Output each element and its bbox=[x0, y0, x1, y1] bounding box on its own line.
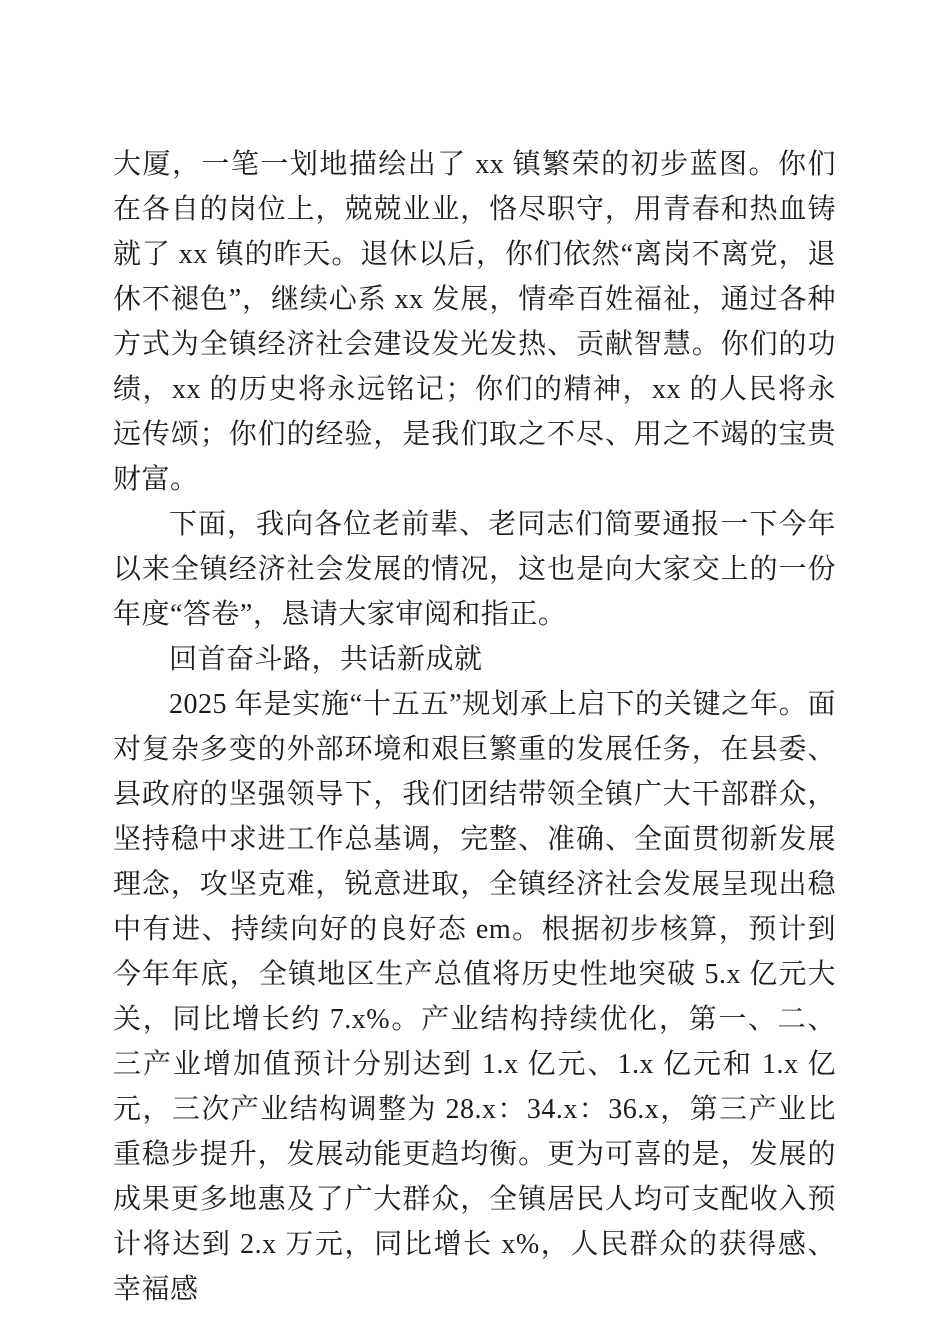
paragraph-economic-report: 2025 年是实施“十五五”规划承上启下的关键之年。面对复杂多变的外部环境和艰巨繁重的发展任务，在县委、县政府的坚强领导下，我们团结带领全镇广大干部群众，坚持稳中求进工作总基调，完整、准确、全面贯彻新发展理念，攻坚克难，锐意进取，全镇经济社会发展呈现出稳中有进、持续向好的良好态 em。根据初步核算，预计到今年年底，全镇地区生产总值将历史性地突破 5.x 亿元大关，同比增长约 7.x%。产业结构持续优化，第一、二、三产业增加值预计分别达到 1.x 亿元、1.x 亿元和 1.x 亿元，三次产业结构调整为 28.x：34.x：36.x，第三产业比重稳步提升，发展动能更趋均衡。更为可喜的是，发展的成果更多地惠及了广大群众，全镇居民人均可支配收入预计将达到 2.x 万元，同比增长 x%，人民群众的获得感、幸福感 bbox=[113, 689, 836, 1305]
paragraph-briefing-intro: 下面，我向各位老前辈、老同志们简要通报一下今年以来全镇经济社会发展的情况，这也是向大家交上的一份年度“答卷”，恳请大家审阅和指正。 bbox=[113, 509, 836, 630]
section-heading: 回首奋斗路，共话新成就 bbox=[169, 644, 483, 675]
paragraph-continuation: 大厦，一笔一划地描绘出了 xx 镇繁荣的初步蓝图。你们在各自的岗位上，兢兢业业，恪尽职守，用青春和热血铸就了 xx 镇的昨天。退休以后，你们依然“离岗不离党，退休不褪色”，继续心系 xx 发展，情牵百姓福祉，通过各种方式为全镇经济社会建设发光发热、贡献智慧。你们的功绩，xx 的历史将永远铭记；你们的精神，xx 的人民将永远传颂；你们的经验，是我们取之不尽、用之不竭的宝贵财富。 bbox=[113, 149, 836, 495]
document-body bbox=[113, 142, 836, 1312]
